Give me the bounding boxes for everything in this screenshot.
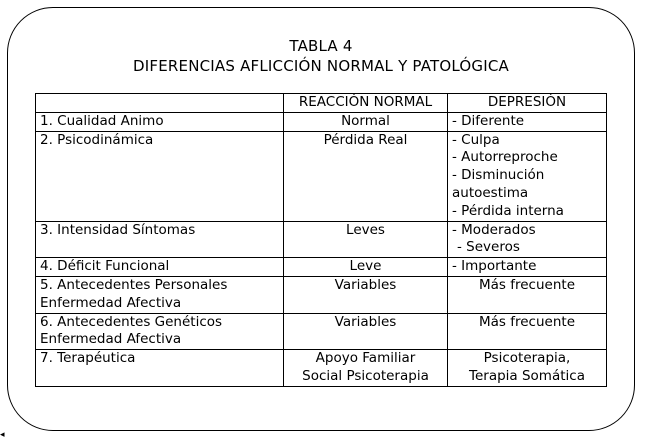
table-row [36,276,607,313]
normal-cell [284,313,448,350]
depresion-cell [448,131,607,221]
depresion-cell [448,112,607,131]
depresion-cell [448,276,607,313]
table-row [36,258,607,277]
depresion-cell [448,350,607,387]
depresion-line: - Moderados [452,221,536,238]
table-heading: DIFERENCIAS AFLICCIÓN NORMAL Y PATOLÓGICA [133,57,509,75]
normal-cell [284,276,448,313]
normal-line: Apoyo Familiar [315,350,416,367]
table-row [36,313,607,350]
depresion-line: - Diferente [452,112,525,129]
normal-line: Leves [346,221,385,238]
table-row [36,221,607,258]
normal-line: Pérdida Real [323,131,408,148]
depresion-cell [448,221,607,258]
comparison-table [35,93,607,387]
header-depresion: DEPRESIÓN [448,94,607,113]
row-label-line: 7. Terapéutica [40,350,136,367]
depresion-line: - Severos [457,239,520,256]
normal-line: Social Psicoterapia [302,367,429,384]
depresion-line: Más frecuente [479,313,575,330]
depresion-line: Terapia Somática [469,367,585,384]
row-label-line: 5. Antecedentes Personales [40,276,228,293]
depresion-line: autoestima [452,184,529,201]
normal-cell [284,221,448,258]
depresion-cell [448,258,607,277]
normal-line: Leve [349,258,382,275]
table-row [36,350,607,387]
header-row [36,94,607,113]
row-label-line: 4. Déficit Funcional [40,258,170,275]
row-label-line: 3. Intensidad Síntomas [40,221,196,238]
row-label-line: Enfermedad Afectiva [40,331,182,348]
row-label-cell [36,258,284,277]
normal-line: Variables [334,313,397,330]
row-label-cell [36,313,284,350]
depresion-line: Psicoterapia, [483,350,571,367]
table-number-title: TABLA 4 [289,37,353,55]
depresion-cell [448,313,607,350]
row-label-cell [36,276,284,313]
normal-line: Normal [341,112,390,129]
depresion-line: - Pérdida interna [452,202,564,219]
table-row [36,112,607,131]
depresion-line: - Autorreproche [452,149,558,166]
normal-cell [284,350,448,387]
row-label-line: 6. Antecedentes Genéticos [40,313,223,330]
row-label-line: 2. Psicodinámica [40,131,154,148]
row-label-line: 1. Cualidad Animo [40,112,164,129]
normal-cell [284,112,448,131]
row-label-cell [36,112,284,131]
row-label-cell [36,221,284,258]
normal-cell [284,258,448,277]
normal-cell [284,131,448,221]
table-row [36,131,607,221]
scroll-marker-icon: ◂ [0,430,5,440]
row-label-line: Enfermedad Afectiva [40,294,182,311]
normal-line: Variables [334,276,397,293]
row-label-cell [36,350,284,387]
depresion-line: Más frecuente [479,276,575,293]
depresion-line: - Disminución [452,167,545,184]
depresion-line: - Culpa [452,131,500,148]
header-reaccion-normal: REACCIÓN NORMAL [284,94,448,113]
depresion-line: - Importante [452,258,537,275]
header-empty-cell [36,94,284,113]
row-label-cell [36,131,284,221]
